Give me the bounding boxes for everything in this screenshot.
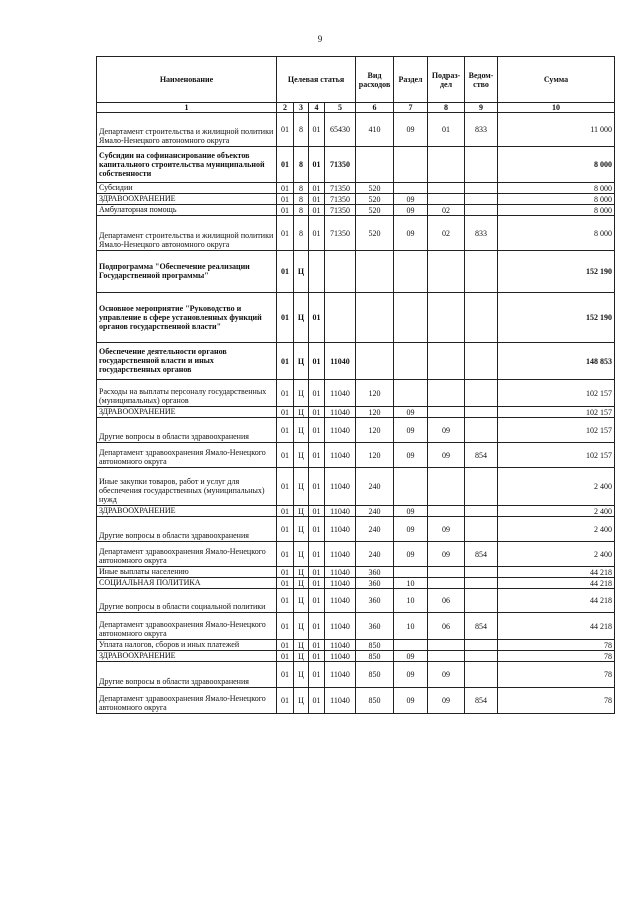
cell-section: 09 [394,113,428,147]
cell-sum: 102 157 [498,418,615,443]
header-subsection: Подраз-дел [428,57,465,103]
cell-row-name: Основное мероприятие "Руководство и управление в сфере установленных функций органов государственной власти" [97,293,277,343]
cell-target-event: 01 [309,578,325,589]
cell-department [465,293,498,343]
cell-section: 09 [394,418,428,443]
cell-sum: 8 000 [498,194,615,205]
cell-target-event: 01 [309,542,325,567]
cell-target-subprogram: Ц [294,567,309,578]
cell-expense-type: 360 [356,589,394,613]
cell-section: 10 [394,589,428,613]
cell-target-event: 01 [309,468,325,506]
cell-target-subprogram: 8 [294,194,309,205]
cell-sum: 148 853 [498,343,615,380]
column-number: 1 [97,103,277,113]
cell-target-subprogram: Ц [294,542,309,567]
table-row [97,407,615,418]
cell-target-event: 01 [309,205,325,216]
cell-expense-type: 120 [356,380,394,407]
cell-row-name: Подпрограмма "Обеспечение реализации Государственной программы" [97,251,277,293]
cell-expense-type: 240 [356,468,394,506]
cell-department: 833 [465,216,498,251]
cell-target-direction: 11040 [325,468,356,506]
cell-row-name: Другие вопросы в области здравоохранения [97,662,277,688]
cell-target-subprogram: Ц [294,443,309,468]
cell-expense-type: 120 [356,418,394,443]
header-section: Раздел [394,57,428,103]
cell-row-name: Иные выплаты населению [97,567,277,578]
cell-target-event: 01 [309,147,325,183]
table-row [97,651,615,662]
cell-target-program: 01 [277,183,294,194]
cell-sum: 8 000 [498,216,615,251]
cell-target-direction: 11040 [325,662,356,688]
cell-subsection [428,651,465,662]
table-row [97,380,615,407]
cell-expense-type: 120 [356,407,394,418]
cell-target-direction: 11040 [325,407,356,418]
table-row [97,194,615,205]
cell-target-event: 01 [309,651,325,662]
cell-target-program: 01 [277,567,294,578]
cell-expense-type: 850 [356,662,394,688]
table-row [97,567,615,578]
cell-target-direction: 11040 [325,567,356,578]
cell-subsection: 09 [428,418,465,443]
cell-target-subprogram: Ц [294,506,309,517]
cell-target-program: 01 [277,578,294,589]
table-row [97,589,615,613]
cell-target-program: 01 [277,216,294,251]
cell-target-direction [325,293,356,343]
cell-target-event: 01 [309,517,325,542]
cell-section: 09 [394,194,428,205]
table-row [97,640,615,651]
cell-sum: 44 218 [498,613,615,640]
cell-row-name: Департамент здравоохранения Ямало-Ненецкого автономного округа [97,443,277,468]
column-number: 7 [394,103,428,113]
cell-target-direction: 11040 [325,418,356,443]
cell-department [465,205,498,216]
cell-target-event: 01 [309,418,325,443]
cell-department [465,651,498,662]
cell-sum: 152 190 [498,293,615,343]
cell-section: 10 [394,613,428,640]
cell-department: 854 [465,688,498,714]
cell-department [465,640,498,651]
cell-section: 09 [394,651,428,662]
cell-subsection [428,251,465,293]
cell-target-direction: 11040 [325,343,356,380]
cell-target-event: 01 [309,183,325,194]
cell-target-event: 01 [309,407,325,418]
cell-target-subprogram: Ц [294,380,309,407]
cell-expense-type: 120 [356,443,394,468]
cell-row-name: Департамент здравоохранения Ямало-Ненецкого автономного округа [97,542,277,567]
cell-expense-type [356,251,394,293]
table-row [97,506,615,517]
cell-sum: 152 190 [498,251,615,293]
cell-target-event: 01 [309,662,325,688]
cell-target-program: 01 [277,589,294,613]
cell-target-event: 01 [309,640,325,651]
cell-sum: 8 000 [498,205,615,216]
cell-subsection [428,343,465,380]
cell-target-direction: 11040 [325,578,356,589]
cell-row-name: Департамент строительства и жилищной политики Ямало-Ненецкого автономного округа [97,216,277,251]
cell-target-event: 01 [309,216,325,251]
cell-target-program: 01 [277,542,294,567]
table-row [97,251,615,293]
cell-target-direction: 71350 [325,183,356,194]
cell-target-direction: 11040 [325,613,356,640]
cell-target-subprogram: Ц [294,343,309,380]
cell-department [465,468,498,506]
cell-target-program: 01 [277,506,294,517]
cell-target-event [309,251,325,293]
cell-target-program: 01 [277,613,294,640]
cell-target-program: 01 [277,517,294,542]
header-department: Ведом-ство [465,57,498,103]
cell-department [465,418,498,443]
cell-subsection [428,468,465,506]
cell-sum: 78 [498,688,615,714]
cell-sum: 44 218 [498,567,615,578]
cell-department [465,194,498,205]
cell-department [465,183,498,194]
cell-target-subprogram: Ц [294,613,309,640]
cell-row-name: ЗДРАВООХРАНЕНИЕ [97,407,277,418]
cell-sum: 78 [498,662,615,688]
cell-subsection [428,640,465,651]
cell-sum: 78 [498,640,615,651]
cell-sum: 44 218 [498,589,615,613]
cell-sum: 11 000 [498,113,615,147]
cell-expense-type: 410 [356,113,394,147]
cell-section [394,147,428,183]
table-row [97,147,615,183]
cell-target-event: 01 [309,613,325,640]
column-number: 4 [309,103,325,113]
cell-target-program: 01 [277,380,294,407]
cell-department [465,251,498,293]
cell-target-program: 01 [277,194,294,205]
cell-expense-type [356,293,394,343]
cell-row-name: Департамент здравоохранения Ямало-Ненецкого автономного округа [97,613,277,640]
cell-target-event: 01 [309,194,325,205]
cell-department [465,662,498,688]
table-row [97,688,615,714]
cell-row-name: ЗДРАВООХРАНЕНИЕ [97,194,277,205]
column-number: 9 [465,103,498,113]
cell-target-direction: 71350 [325,194,356,205]
cell-section [394,640,428,651]
column-number: 10 [498,103,615,113]
cell-expense-type: 850 [356,651,394,662]
cell-row-name: ЗДРАВООХРАНЕНИЕ [97,506,277,517]
cell-department [465,506,498,517]
cell-target-program: 01 [277,343,294,380]
cell-target-subprogram: Ц [294,468,309,506]
cell-row-name: Департамент здравоохранения Ямало-Ненецкого автономного округа [97,688,277,714]
cell-sum: 8 000 [498,183,615,194]
table-row [97,443,615,468]
cell-row-name: Расходы на выплаты персоналу государственных (муниципальных) органов [97,380,277,407]
cell-department [465,589,498,613]
cell-section: 09 [394,506,428,517]
cell-expense-type: 360 [356,613,394,640]
cell-target-subprogram: Ц [294,517,309,542]
page-number: 9 [317,34,323,44]
cell-target-subprogram: Ц [294,251,309,293]
cell-subsection: 09 [428,517,465,542]
cell-expense-type: 360 [356,567,394,578]
cell-expense-type: 850 [356,640,394,651]
cell-department: 854 [465,613,498,640]
cell-target-direction: 11040 [325,688,356,714]
cell-target-program: 01 [277,407,294,418]
cell-target-direction: 71350 [325,205,356,216]
cell-target-program: 01 [277,640,294,651]
cell-target-subprogram: Ц [294,640,309,651]
cell-subsection [428,194,465,205]
cell-target-event: 01 [309,380,325,407]
cell-expense-type [356,147,394,183]
header-name: Наименование [97,57,277,103]
header-expense-type: Вид расходов [356,57,394,103]
cell-target-direction: 11040 [325,517,356,542]
cell-section: 10 [394,578,428,589]
cell-expense-type: 240 [356,542,394,567]
cell-target-subprogram: 8 [294,216,309,251]
cell-subsection: 01 [428,113,465,147]
cell-target-event: 01 [309,688,325,714]
cell-department: 854 [465,443,498,468]
cell-section: 09 [394,407,428,418]
cell-target-subprogram: Ц [294,418,309,443]
cell-expense-type: 240 [356,517,394,542]
cell-department [465,517,498,542]
budget-table [96,56,615,714]
cell-subsection [428,407,465,418]
cell-target-event: 01 [309,343,325,380]
cell-section [394,380,428,407]
table-row [97,183,615,194]
cell-target-program: 01 [277,662,294,688]
cell-target-subprogram: Ц [294,293,309,343]
cell-department [465,407,498,418]
cell-target-program: 01 [277,418,294,443]
cell-subsection [428,578,465,589]
cell-department [465,567,498,578]
cell-subsection: 02 [428,216,465,251]
cell-target-program: 01 [277,468,294,506]
cell-department: 854 [465,542,498,567]
cell-section [394,343,428,380]
cell-target-program: 01 [277,688,294,714]
cell-target-program: 01 [277,113,294,147]
cell-section [394,468,428,506]
cell-target-subprogram: Ц [294,578,309,589]
cell-target-direction: 11040 [325,589,356,613]
cell-target-direction: 65430 [325,113,356,147]
table-body [97,113,615,714]
cell-section [394,567,428,578]
cell-row-name: Обеспечение деятельности органов государственной власти и иных государственных органов [97,343,277,380]
cell-subsection [428,380,465,407]
cell-subsection: 09 [428,542,465,567]
header-sum: Сумма [498,57,615,103]
cell-target-subprogram: Ц [294,651,309,662]
column-number: 2 [277,103,294,113]
cell-row-name: ЗДРАВООХРАНЕНИЕ [97,651,277,662]
cell-target-subprogram: 8 [294,205,309,216]
table-row [97,216,615,251]
cell-sum: 2 400 [498,542,615,567]
cell-expense-type: 520 [356,205,394,216]
table-row [97,517,615,542]
column-number: 3 [294,103,309,113]
cell-subsection: 06 [428,589,465,613]
cell-row-name: Субсидии [97,183,277,194]
cell-section: 09 [394,205,428,216]
cell-target-event: 01 [309,293,325,343]
cell-subsection [428,567,465,578]
table-row [97,613,615,640]
cell-sum: 2 400 [498,506,615,517]
cell-sum: 2 400 [498,468,615,506]
cell-subsection [428,506,465,517]
table-row [97,343,615,380]
cell-row-name: Субсидии на софинансирование объектов капитального строительства муниципальной собственности [97,147,277,183]
cell-sum: 102 157 [498,443,615,468]
table-row [97,113,615,147]
table-row [97,205,615,216]
cell-subsection [428,183,465,194]
cell-expense-type: 520 [356,216,394,251]
cell-target-subprogram: Ц [294,688,309,714]
cell-department: 833 [465,113,498,147]
cell-section: 09 [394,517,428,542]
cell-target-program: 01 [277,147,294,183]
cell-target-subprogram: 8 [294,113,309,147]
cell-sum: 2 400 [498,517,615,542]
cell-target-direction: 11040 [325,380,356,407]
cell-sum: 102 157 [498,380,615,407]
cell-subsection [428,293,465,343]
cell-target-event: 01 [309,443,325,468]
cell-target-direction [325,251,356,293]
cell-target-subprogram: Ц [294,589,309,613]
cell-department [465,578,498,589]
cell-row-name: Департамент строительства и жилищной политики Ямало-Ненецкого автономного округа [97,113,277,147]
cell-target-event: 01 [309,589,325,613]
cell-target-program: 01 [277,443,294,468]
cell-section: 09 [394,542,428,567]
cell-target-program: 01 [277,251,294,293]
cell-expense-type: 240 [356,506,394,517]
table-row [97,542,615,567]
cell-section: 09 [394,216,428,251]
cell-target-direction: 11040 [325,542,356,567]
cell-sum: 8 000 [498,147,615,183]
cell-subsection: 09 [428,443,465,468]
table-row [97,578,615,589]
cell-target-program: 01 [277,293,294,343]
cell-target-event: 01 [309,506,325,517]
table-row [97,418,615,443]
cell-target-subprogram: 8 [294,147,309,183]
cell-department [465,380,498,407]
cell-expense-type: 520 [356,194,394,205]
cell-section: 09 [394,688,428,714]
cell-target-direction: 71350 [325,216,356,251]
cell-target-subprogram: Ц [294,407,309,418]
cell-section [394,251,428,293]
cell-subsection: 09 [428,688,465,714]
cell-target-direction: 11040 [325,506,356,517]
cell-department [465,147,498,183]
column-number: 6 [356,103,394,113]
cell-sum: 78 [498,651,615,662]
cell-row-name: Другие вопросы в области социальной политики [97,589,277,613]
cell-target-direction: 11040 [325,651,356,662]
header-target: Целевая статья [277,57,356,103]
cell-expense-type: 850 [356,688,394,714]
cell-target-direction: 71350 [325,147,356,183]
cell-row-name: Другие вопросы в области здравоохранения [97,517,277,542]
cell-subsection: 09 [428,662,465,688]
cell-row-name: Иные закупки товаров, работ и услуг для обеспечения государственных (муниципальных) нужд [97,468,277,506]
cell-section [394,293,428,343]
cell-target-program: 01 [277,205,294,216]
cell-target-direction: 11040 [325,640,356,651]
cell-department [465,343,498,380]
cell-section: 09 [394,662,428,688]
cell-expense-type: 520 [356,183,394,194]
cell-target-direction: 11040 [325,443,356,468]
cell-sum: 102 157 [498,407,615,418]
cell-target-subprogram: Ц [294,662,309,688]
cell-subsection: 02 [428,205,465,216]
cell-target-event: 01 [309,113,325,147]
cell-subsection [428,147,465,183]
cell-section [394,183,428,194]
cell-row-name: СОЦИАЛЬНАЯ ПОЛИТИКА [97,578,277,589]
cell-target-program: 01 [277,651,294,662]
table-row [97,468,615,506]
column-number: 5 [325,103,356,113]
cell-target-event: 01 [309,567,325,578]
cell-row-name: Амбулаторная помощь [97,205,277,216]
table-row [97,662,615,688]
cell-section: 09 [394,443,428,468]
cell-sum: 44 218 [498,578,615,589]
cell-target-subprogram: 8 [294,183,309,194]
cell-row-name: Другие вопросы в области здравоохранения [97,418,277,443]
cell-expense-type [356,343,394,380]
cell-row-name: Уплата налогов, сборов и иных платежей [97,640,277,651]
cell-subsection: 06 [428,613,465,640]
column-number: 8 [428,103,465,113]
table-row [97,293,615,343]
cell-expense-type: 360 [356,578,394,589]
